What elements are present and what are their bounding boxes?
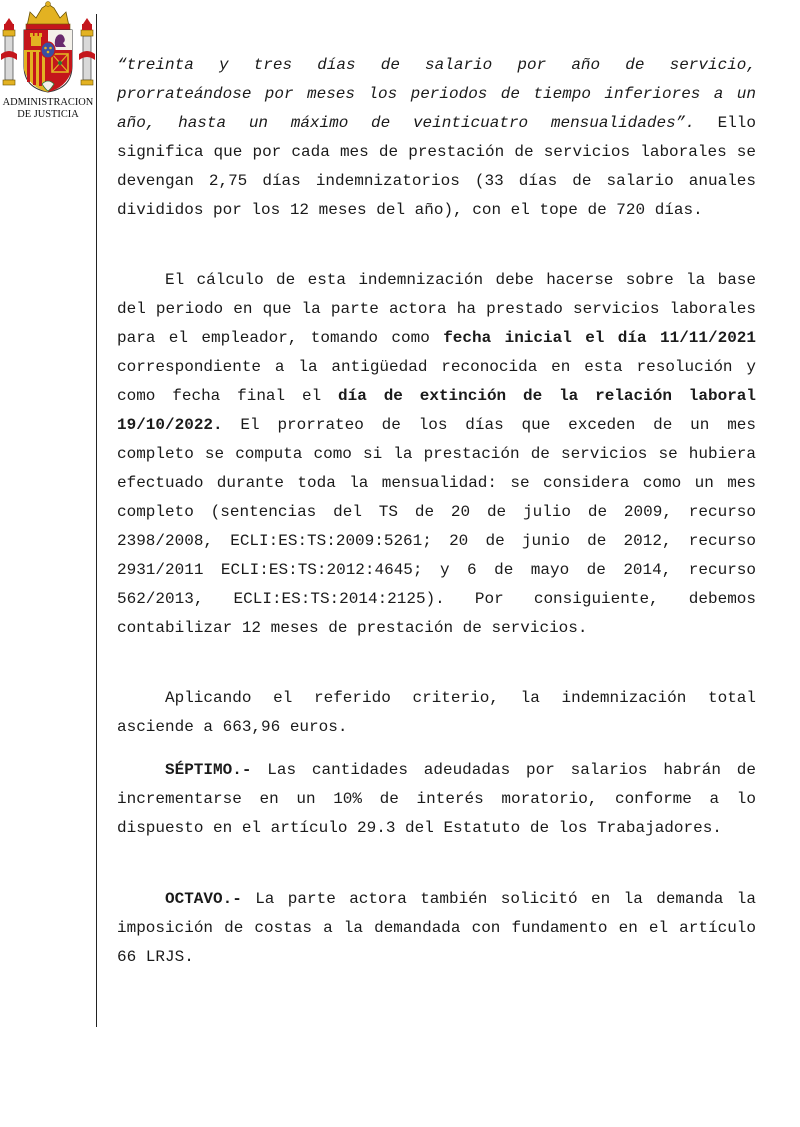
section-heading-octavo: OCTAVO.- bbox=[165, 890, 242, 908]
end-date-emphasis: día de extinción de la relación laboral 19/10/2022. bbox=[117, 387, 756, 434]
paragraph-text: Las cantidades adeudadas por salarios habrán de incrementarse en un 10% de interés moratorio, conforme a lo dispuesto en el artículo 29.3 del Estatuto de los Trabajadores. bbox=[117, 761, 756, 837]
org-name-line2: DE JUSTICIA bbox=[17, 109, 79, 120]
start-date-emphasis: fecha inicial el día 11/11/2021 bbox=[443, 329, 757, 347]
paragraph-text: La parte actora también solicitó en la demanda la imposición de costas a la demandada con fundamento en el artículo 66 LRJS. bbox=[117, 890, 756, 966]
body-paragraph-2 bbox=[117, 266, 756, 643]
body-paragraph-3 bbox=[117, 684, 756, 742]
section-heading-septimo: SÉPTIMO.- bbox=[165, 761, 252, 779]
paragraph-text: Aplicando el referido criterio, la indemnización total asciende a 663,96 euros. bbox=[117, 689, 756, 736]
paragraph-text: El cálculo de esta indemnización debe hacerse sobre la base del periodo en que la parte actora ha prestado servicios laborales para el empleador, tomando como bbox=[117, 271, 756, 347]
paragraph-text: correspondiente a la antigüedad reconocida en esta resolución y como fecha final el bbox=[117, 358, 756, 405]
spanish-coat-of-arms-icon bbox=[0, 0, 96, 96]
margin-rule bbox=[96, 14, 97, 1027]
paragraph-text: Ello significa que por cada mes de prestación de servicios laborales se devengan 2,75 días indemnizatorios (33 días de salario anuales divididos por los 12 meses del año), con el tope de 720 días. bbox=[117, 114, 756, 219]
quoted-provision: “treinta y tres días de salario por año de servicio, prorrateándose por meses los periodos de tiempo inferiores a un año, hasta un máximo de veinticuatro mensualidades”. bbox=[117, 56, 756, 132]
body-paragraph-4 bbox=[117, 756, 756, 843]
paragraph-text: El prorrateo de los días que exceden de un mes completo se computa como si la prestación de servicios se hubiera efectuado durante toda la mensualidad: se considera como un mes completo (sentencias del TS de 20 de julio de 2009, recurso 2398/2008, ECLI:ES:TS:2009:5261; 20 de junio de 2012, recurso 2931/2011 ECLI:ES:TS:2012:4645; y 6 de mayo de 2014, recurso 562/2013, ECLI:ES:TS:2014:2125). Por consiguiente, debemos contabilizar 12 meses de prestación de servicios. bbox=[117, 416, 756, 637]
body-paragraph-1 bbox=[117, 51, 756, 225]
org-name-line1: ADMINISTRACION bbox=[2, 97, 94, 108]
body-paragraph-5 bbox=[117, 885, 756, 972]
